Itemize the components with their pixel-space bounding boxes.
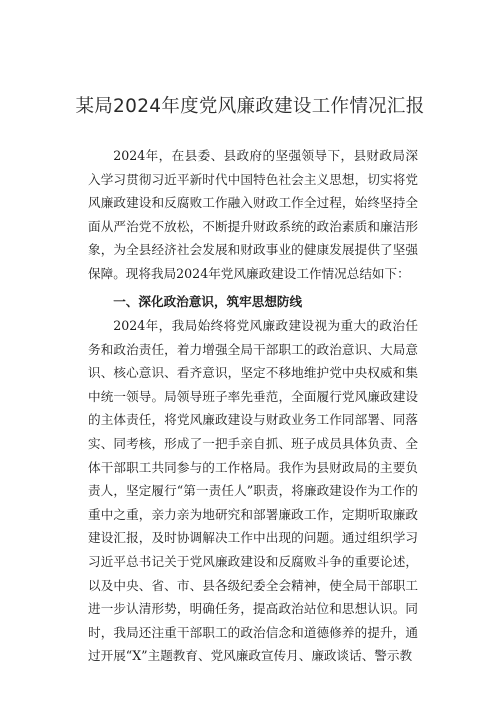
document-title: 某局2024年度党风廉政建设工作情况汇报 — [75, 96, 425, 117]
intro-paragraph: 2024年，在县委、县政府的坚强领导下，县财政局深入学习贯彻习近平新时代中国特色社会主义思想，切实将党风廉政建设和反腐败工作融入财政工作全过程，始终坚持全面从严治党不放松，不断提升财政系统的政治素质和廉洁形象，为全县经济社会发展和财政事业的健康发展提供了坚强保障。现将我局2024年党风廉政建设工作情况总结如下： — [88, 148, 418, 281]
section-1-paragraph: 2024年，我局始终将党风廉政建设视为重大的政治任务和政治责任，着力增强全局干部职工的政治意识、大局意识、核心意识、看齐意识，坚定不移地维护党中央权威和集中统一领导。局领导班子率先垂范，全面履行党风廉政建设的主体责任，将党风廉政建设与财政业务工作同部署、同落实、同考核，形成了一把手亲自抓、班子成员具体负责、全体干部职工共同参与的工作格局。我作为县财政局的主要负责人，坚定履行“第一责任人”职责，将廉政建设作为工作的重中之重，亲力亲为地研究和部署廉政工作，定期听取廉政建设汇报，及时协调解决工作中出现的问题。通过组织学习习近平总书记关于党风廉政建设和反腐败斗争的重要论述，以及中央、省、市、县各级纪委全会精神，使全局干部职工进一步认清形势，明确任务，提高政治站位和思想认识。同时，我局还注重干部职工的政治信念和道德修养的提升，通过开展“X”主题教育、党风廉政宣传月、廉政谈话、警示教 — [88, 318, 418, 664]
section-1-heading: 一、深化政治意识，筑牢思想防线 — [113, 294, 303, 309]
